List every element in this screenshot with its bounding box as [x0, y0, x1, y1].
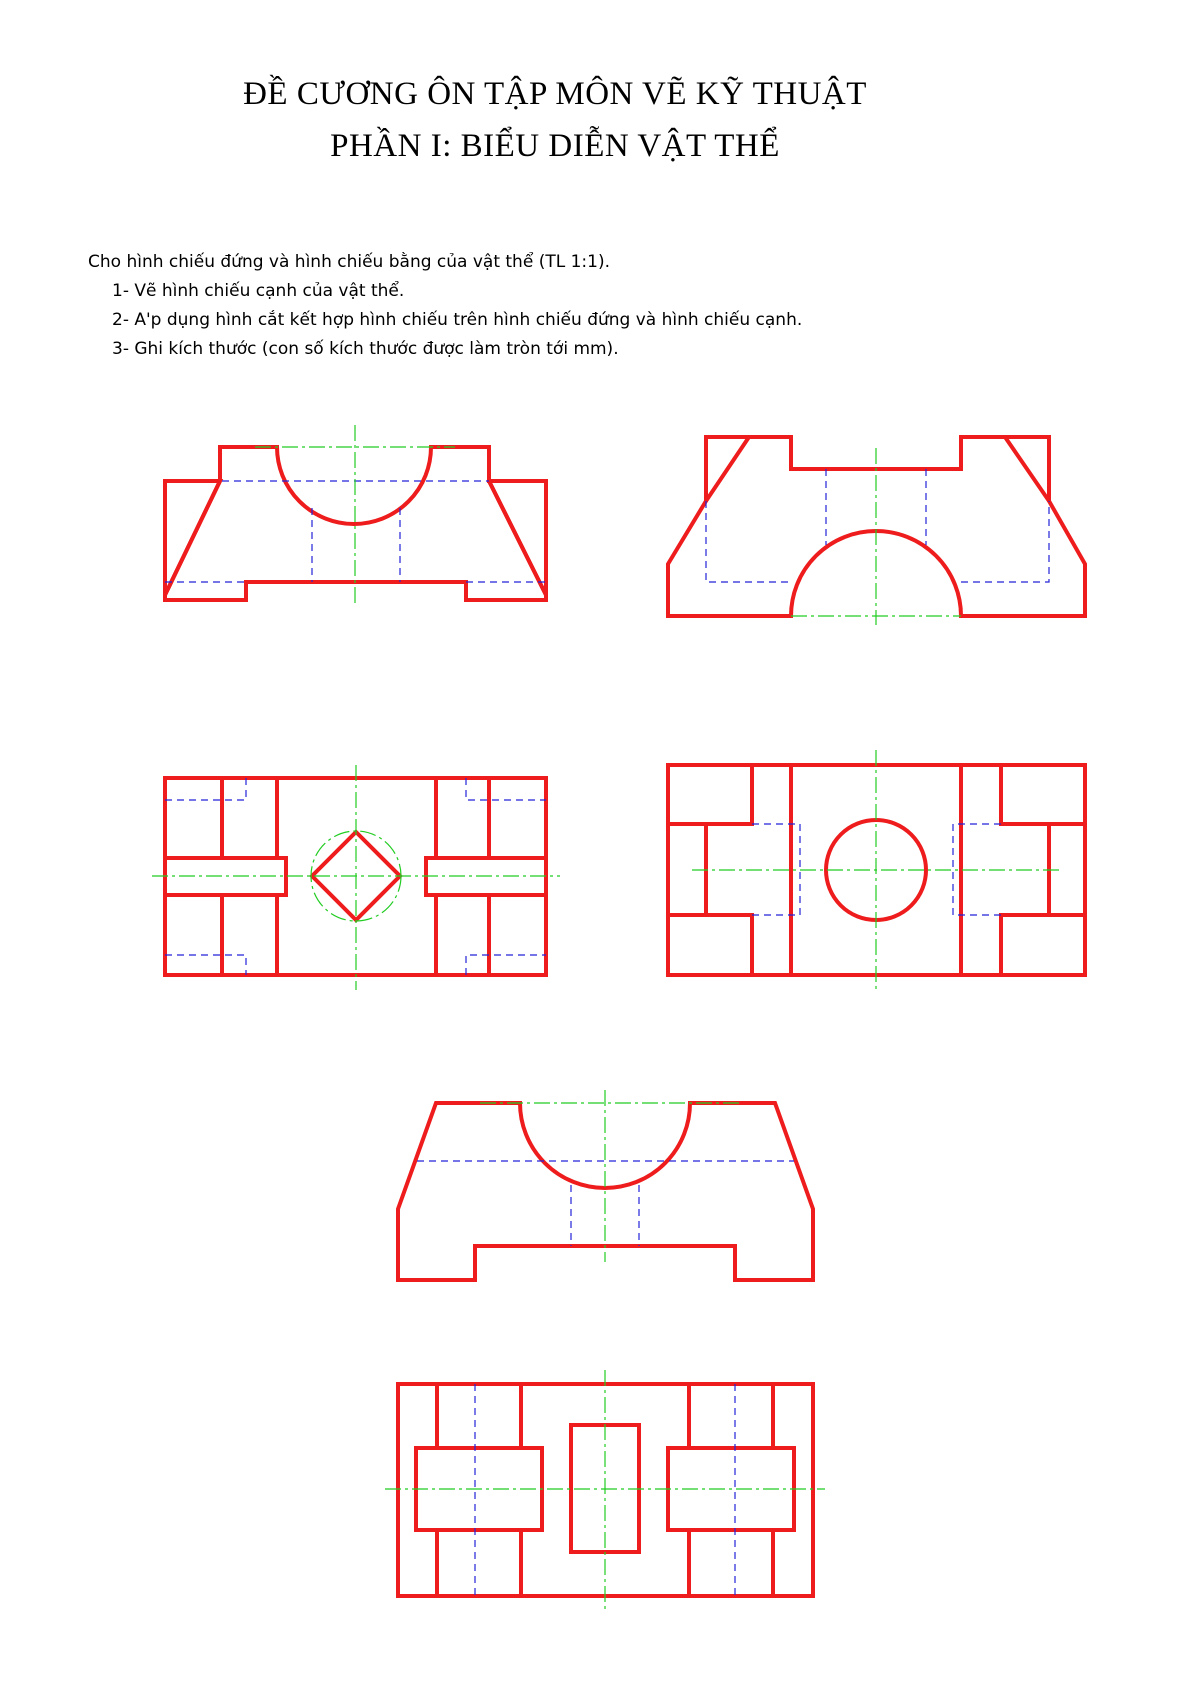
- document-title: ĐỀ CƯƠNG ÔN TẬP MÔN VẼ KỸ THUẬT: [243, 76, 867, 112]
- task-3: 3- Ghi kích thước (con số kích thước được làm tròn tới mm).: [112, 339, 619, 359]
- exercise-2-top-view: [668, 750, 1085, 990]
- exercise-2-front-view: [668, 437, 1085, 625]
- task-2: 2- A'p dụng hình cắt kết hợp hình chiếu trên hình chiếu đứng và hình chiếu cạnh.: [112, 310, 803, 330]
- exercise-1-top-view: [152, 765, 560, 990]
- instruction-intro: Cho hình chiếu đứng và hình chiếu bằng của vật thể (TL 1:1).: [88, 252, 610, 272]
- task-1: 1- Vẽ hình chiếu cạnh của vật thể.: [112, 281, 405, 301]
- document-subtitle: PHẦN I: BIỂU DIỄN VẬT THỂ: [330, 128, 780, 164]
- exercise-1-front-view: [165, 425, 546, 605]
- exercise-3-top-view: [385, 1370, 825, 1610]
- exercise-3-front-view: [398, 1090, 813, 1280]
